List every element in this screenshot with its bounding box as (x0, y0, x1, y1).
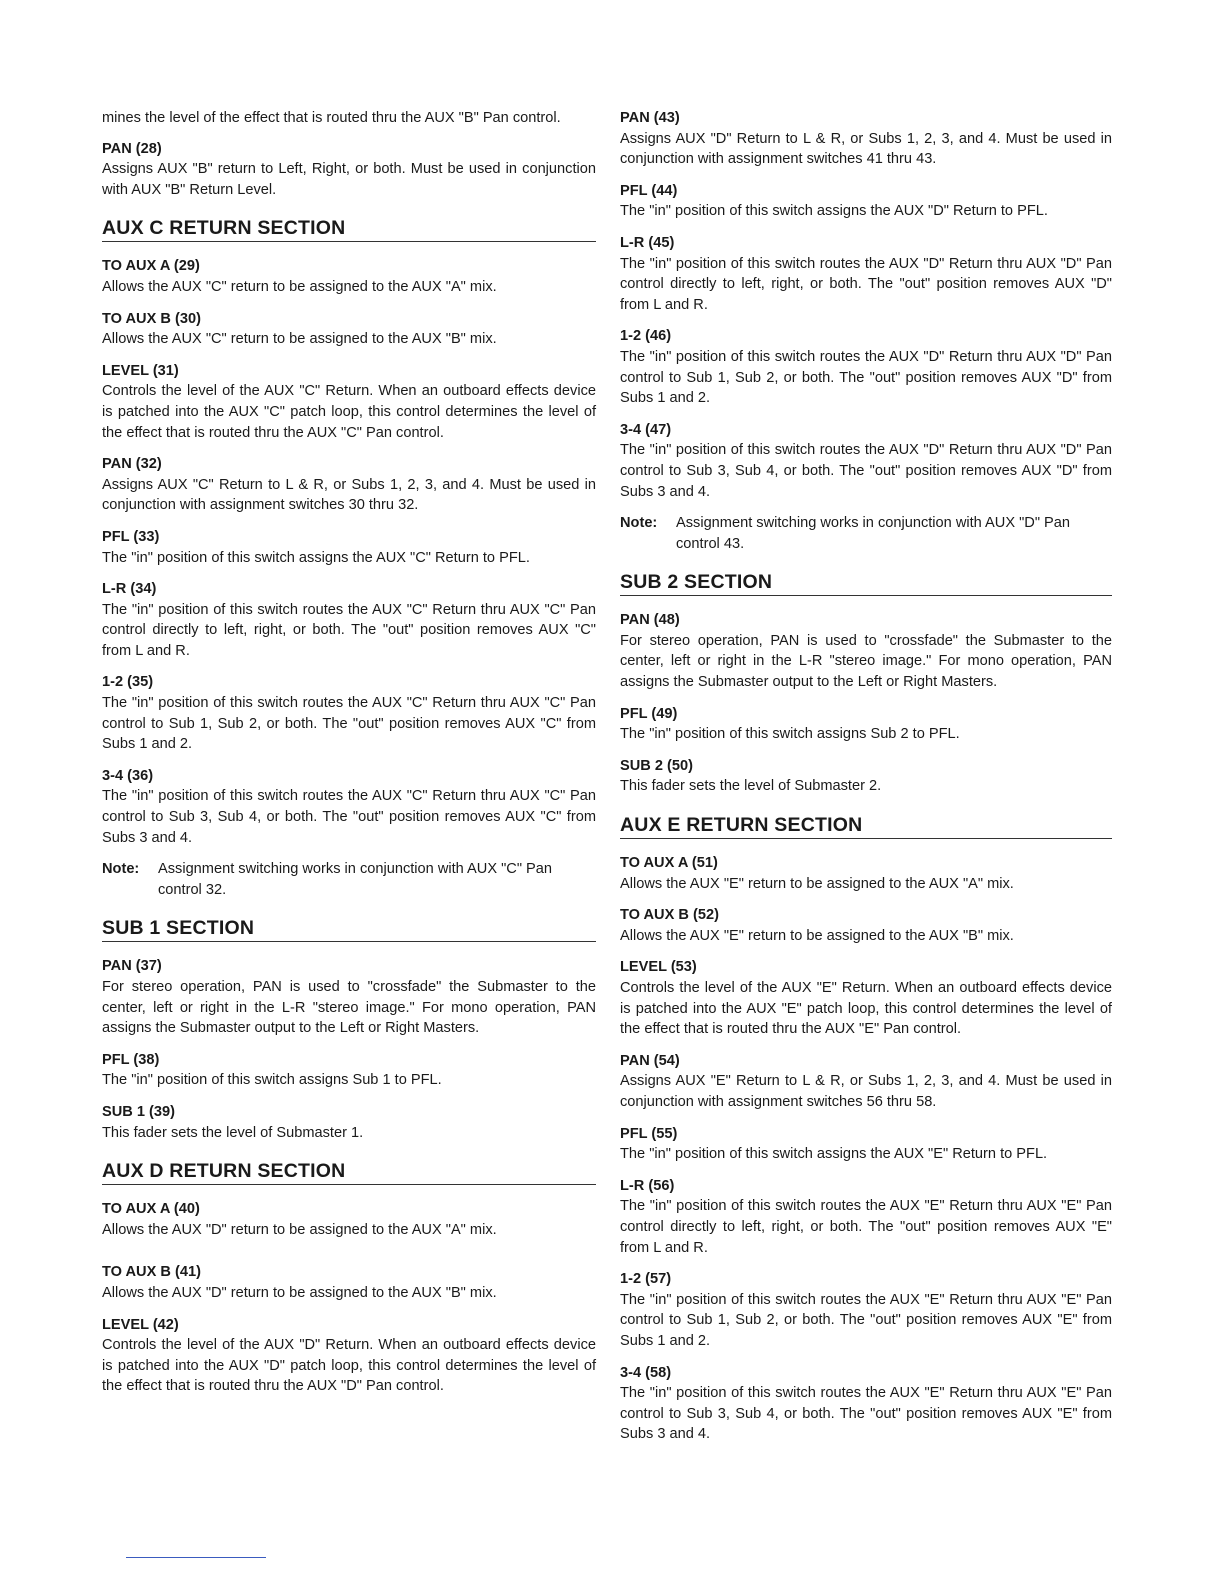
entry-term: L-R (45) (620, 234, 675, 251)
entry-text: This fader sets the level of Submaster 2. (620, 778, 882, 795)
entry-text: The "in" position of this switch assigns Sub 1 to PFL. (102, 1072, 442, 1089)
entry-text: The "in" position of this switch routes the AUX "D" Return thru AUX "D" Pan control directly to left, right, or both. The "out" position removes AUX "D" from L and R. (620, 255, 1112, 313)
entry-term: TO AUX B (41) (102, 1264, 201, 1281)
entry-pan-43 (620, 108, 1112, 170)
section-header-aux-c (102, 216, 596, 242)
entry-text: The "in" position of this switch routes the AUX "C" Return thru AUX "C" Pan control to Sub 3, Sub 4, or both. The "out" position removes AUX "C" from Subs 3 and 4. (102, 788, 596, 846)
entry-text: Allows the AUX "C" return to be assigned to the AUX "B" mix. (102, 331, 497, 348)
section-header-sub-2 (620, 570, 1112, 596)
entry-term: PFL (38) (102, 1051, 160, 1068)
entry-term: SUB 2 (50) (620, 757, 693, 774)
entry-term: TO AUX A (40) (102, 1201, 200, 1218)
section-title: SUB 2 SECTION (620, 571, 773, 594)
note-text: Assignment switching works in conjunction with AUX "C" Pan control 32. (158, 861, 553, 898)
entry-text: Allows the AUX "D" return to be assigned to the AUX "A" mix. (102, 1221, 497, 1238)
entry-text: Controls the level of the AUX "E" Return. When an outboard effects device is patched into the AUX "E" patch loop, this control determines the level of the effect that is routed thru the AUX "E" Pan control. (620, 980, 1112, 1038)
note-label: Note: (102, 861, 140, 878)
entry-pan-37 (102, 956, 596, 1038)
entry-l-r-45 (620, 233, 1112, 315)
entry-term: TO AUX B (52) (620, 907, 719, 924)
entry-to-aux-b-41 (102, 1262, 596, 1303)
entry-to-aux-b-30 (102, 309, 596, 350)
entry-term: SUB 1 (39) (102, 1103, 175, 1120)
entry-text: Allows the AUX "C" return to be assigned to the AUX "A" mix. (102, 278, 497, 295)
entry-pan-48 (620, 610, 1112, 692)
entry-level-53 (620, 957, 1112, 1039)
entry-pan-54 (620, 1051, 1112, 1113)
section-header-sub-1 (102, 916, 596, 942)
section-header-aux-e (620, 813, 1112, 839)
section-header-aux-d (102, 1159, 596, 1185)
entry-term: 3-4 (58) (620, 1364, 672, 1381)
entry-text: The "in" position of this switch routes the AUX "D" Return thru AUX "D" Pan control to Sub 1, Sub 2, or both. The "out" position removes AUX "D" from Subs 1 and 2. (620, 348, 1112, 407)
entry-l-r-56 (620, 1176, 1112, 1258)
entry-pan-32 (102, 454, 596, 516)
entry-term: PFL (49) (620, 705, 678, 722)
entry-term: PFL (33) (102, 528, 160, 545)
entry-term: PAN (37) (102, 958, 162, 975)
entry-term: TO AUX A (29) (102, 258, 200, 275)
section-title: AUX D RETURN SECTION (102, 1160, 346, 1183)
entry-level-31 (102, 361, 596, 443)
section-title: AUX E RETURN SECTION (620, 814, 863, 837)
entry-level-42 (102, 1315, 596, 1397)
footer-divider (126, 1557, 266, 1558)
entry-text: The "in" position of this switch routes the AUX "E" Return thru AUX "E" Pan control to Sub 3, Sub 4, or both. The "out" position removes AUX "E" from Subs 3 and 4. (620, 1385, 1112, 1443)
entry-to-aux-a-51 (620, 853, 1112, 894)
entry-sub-1-39 (102, 1102, 596, 1143)
entry-text: The "in" position of this switch routes the AUX "C" Return thru AUX "C" Pan control to Sub 1, Sub 2, or both. The "out" position removes AUX "C" from Subs 1 and 2. (102, 695, 596, 753)
entry-text: For stereo operation, PAN is used to "crossfade" the Submaster to the center, left or right in the L-R "stereo image." For mono operation, PAN assigns the Submaster output to the Left or Right Masters. (102, 979, 596, 1037)
entry-pan-28 (102, 139, 596, 201)
note-aux-c (102, 859, 596, 900)
entry-pfl-33 (102, 527, 596, 568)
entry-term: TO AUX B (30) (102, 310, 201, 327)
entry-text: The "in" position of this switch assigns the AUX "E" Return to PFL. (620, 1146, 1048, 1163)
entry-term: PFL (44) (620, 182, 678, 199)
entry-term: L-R (34) (102, 581, 157, 598)
entry-to-aux-a-40 (102, 1199, 596, 1240)
entry-term: PAN (43) (620, 110, 680, 126)
entry-term: TO AUX A (51) (620, 855, 718, 872)
entry-l-r-34 (102, 579, 596, 661)
entry-text: Controls the level of the AUX "D" Return. When an outboard effects device is patched into the AUX "D" patch loop, this control determines the level of the effect that is routed thru the AUX "D" Pan control. (102, 1337, 596, 1395)
entry-term: 1-2 (46) (620, 328, 672, 345)
entry-pfl-49 (620, 704, 1112, 745)
entry-text: The "in" position of this switch routes the AUX "E" Return thru AUX "E" Pan control directly to left, right, or both. The "out" position removes AUX "E" from L and R. (620, 1198, 1112, 1256)
entry-text: Allows the AUX "D" return to be assigned to the AUX "B" mix. (102, 1284, 497, 1301)
note-text: Assignment switching works in conjunction with AUX "D" Pan control 43. (676, 515, 1071, 552)
entry-term: LEVEL (42) (102, 1316, 179, 1333)
right-column (620, 108, 1112, 1456)
entry-term: PAN (28) (102, 140, 162, 157)
entry-text: Assigns AUX "D" Return to L & R, or Subs 1, 2, 3, and 4. Must be used in conjunction with assignment switches 41 thru 43. (620, 130, 1112, 168)
entry-text: For stereo operation, PAN is used to "crossfade" the Submaster to the center, left or right in the L-R "stereo image." For mono operation, PAN assigns the Submaster output to the Left or Right Masters. (620, 632, 1112, 691)
entry-text: This fader sets the level of Submaster 1. (102, 1124, 364, 1141)
entry-term: PFL (55) (620, 1125, 678, 1142)
section-title: AUX C RETURN SECTION (102, 217, 346, 240)
entry-3-4-36 (102, 766, 596, 848)
entry-1-2-35 (102, 672, 596, 754)
entry-text: Allows the AUX "E" return to be assigned to the AUX "A" mix. (620, 875, 1014, 892)
entry-pfl-38 (102, 1050, 596, 1091)
entry-term: 3-4 (47) (620, 421, 672, 438)
left-column (102, 108, 596, 1408)
entry-pfl-55 (620, 1124, 1112, 1165)
entry-3-4-47 (620, 420, 1112, 502)
entry-text: The "in" position of this switch assigns the AUX "C" Return to PFL. (102, 549, 530, 566)
entry-text: The "in" position of this switch assigns the AUX "D" Return to PFL. (620, 203, 1048, 220)
entry-text: Assigns AUX "B" return to Left, Right, or both. Must be used in conjunction with AUX "B" Return Level. (102, 161, 596, 198)
entry-text: Allows the AUX "E" return to be assigned to the AUX "B" mix. (620, 927, 1014, 944)
entry-to-aux-b-52 (620, 905, 1112, 946)
intro-continuation: mines the level of the effect that is routed thru the AUX "B" Pan control. (102, 110, 561, 126)
entry-text: Assigns AUX "E" Return to L & R, or Subs 1, 2, 3, and 4. Must be used in conjunction with assignment switches 56 thru 58. (620, 1073, 1112, 1110)
entry-3-4-58 (620, 1363, 1112, 1445)
entry-term: 1-2 (57) (620, 1271, 672, 1288)
entry-text: Assigns AUX "C" Return to L & R, or Subs 1, 2, 3, and 4. Must be used in conjunction with assignment switches 30 thru 32. (102, 476, 596, 514)
entry-text: Controls the level of the AUX "C" Return. When an outboard effects device is patched into the AUX "C" patch loop, this control determines the level of the effect that is routed thru the AUX "C" Pan control. (102, 383, 596, 441)
entry-1-2-57 (620, 1269, 1112, 1351)
entry-term: 3-4 (36) (102, 767, 154, 784)
entry-pfl-44 (620, 181, 1112, 222)
entry-text: The "in" position of this switch assigns Sub 2 to PFL. (620, 726, 960, 743)
entry-term: PAN (48) (620, 612, 680, 629)
entry-term: L-R (56) (620, 1177, 675, 1194)
entry-term: PAN (54) (620, 1052, 680, 1069)
entry-to-aux-a-29 (102, 256, 596, 297)
note-aux-d (620, 513, 1112, 554)
entry-1-2-46 (620, 326, 1112, 408)
entry-text: The "in" position of this switch routes the AUX "E" Return thru AUX "E" Pan control to Sub 1, Sub 2, or both. The "out" position removes AUX "E" from Subs 1 and 2. (620, 1291, 1112, 1349)
entry-term: LEVEL (53) (620, 959, 697, 976)
entry-text: The "in" position of this switch routes the AUX "C" Return thru AUX "C" Pan control directly to left, right, or both. The "out" position removes AUX "C" from L and R. (102, 601, 596, 659)
note-label: Note: (620, 515, 658, 532)
entry-text: The "in" position of this switch routes the AUX "D" Return thru AUX "D" Pan control to Sub 3, Sub 4, or both. The "out" position removes AUX "D" from Subs 3 and 4. (620, 442, 1112, 500)
entry-sub-2-50 (620, 756, 1112, 797)
entry-term: LEVEL (31) (102, 362, 179, 379)
entry-term: PAN (32) (102, 456, 162, 473)
entry-term: 1-2 (35) (102, 674, 154, 691)
section-title: SUB 1 SECTION (102, 917, 255, 940)
